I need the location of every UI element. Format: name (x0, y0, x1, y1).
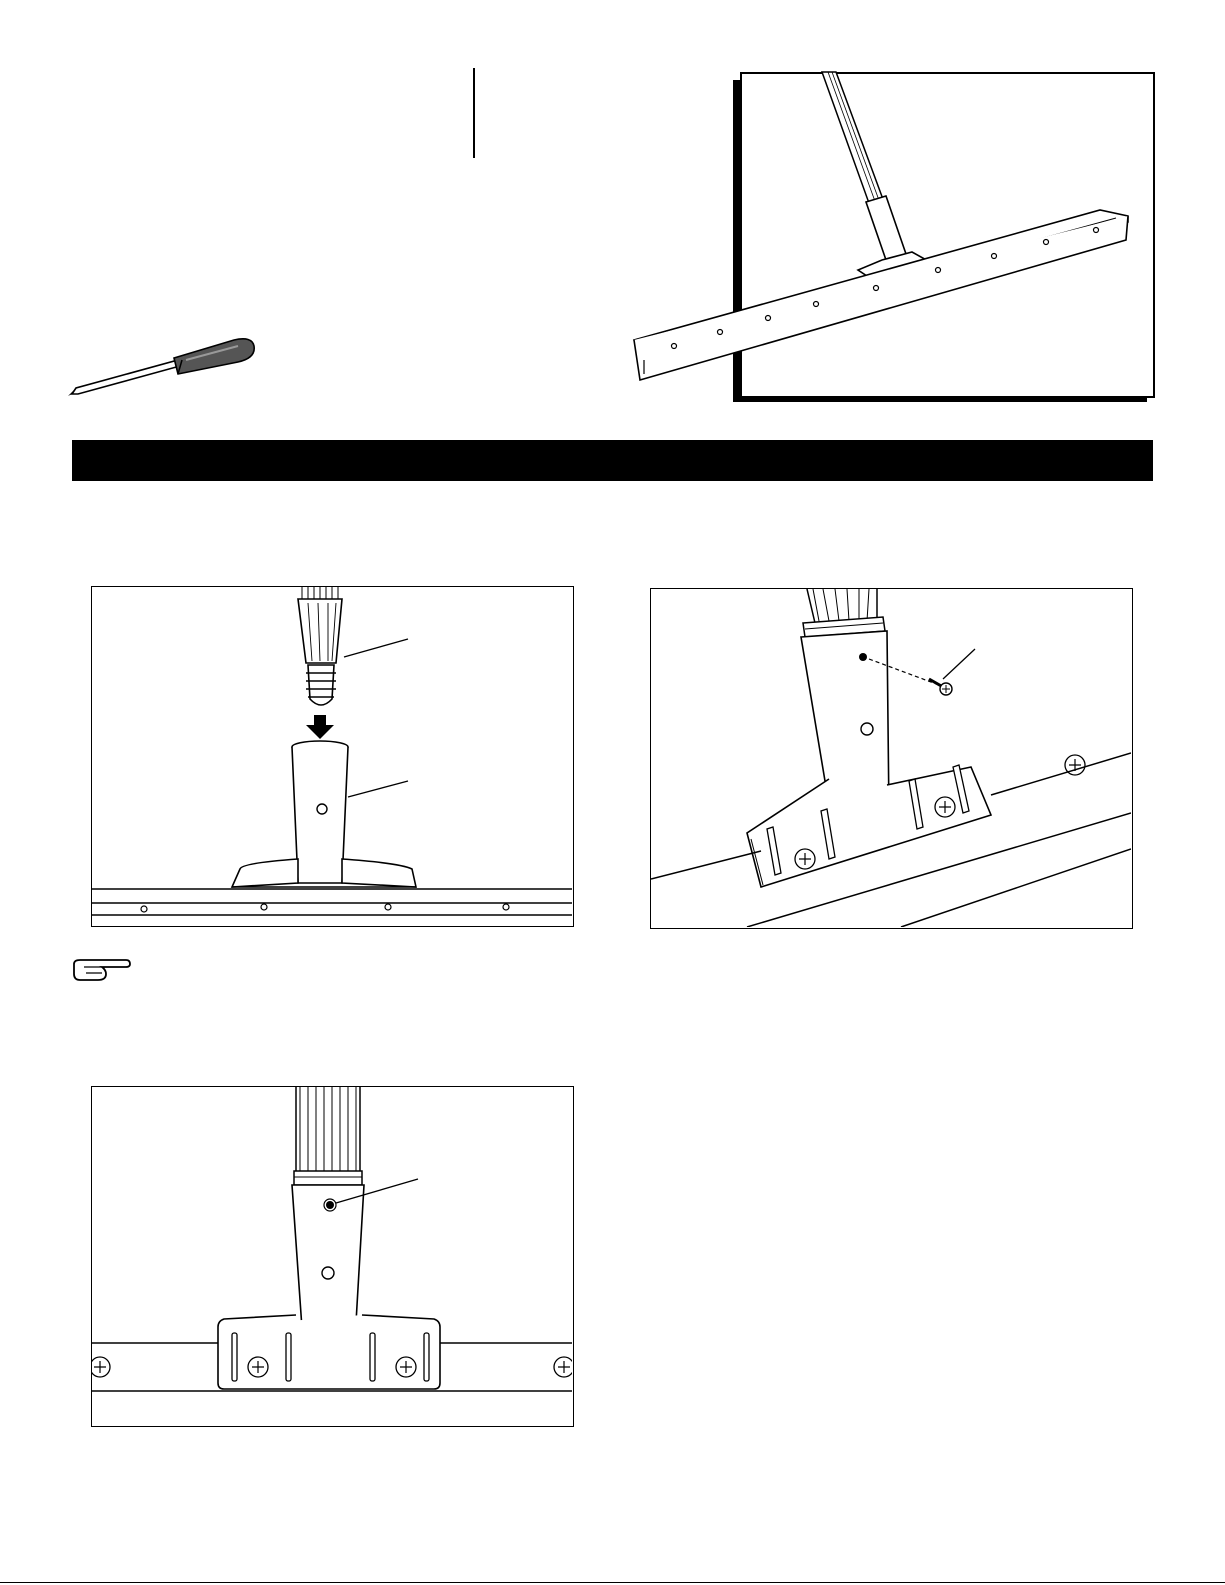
header-divider (473, 68, 475, 158)
step3-figure (91, 1086, 574, 1427)
pointing-hand-icon (72, 958, 132, 982)
screwdriver-icon (66, 330, 262, 402)
step2-figure (650, 588, 1133, 929)
assembled-squeegee-image (630, 70, 1155, 402)
section-banner (72, 440, 1153, 481)
page-bottom-rule (0, 1582, 1225, 1583)
step1-figure (91, 586, 574, 927)
